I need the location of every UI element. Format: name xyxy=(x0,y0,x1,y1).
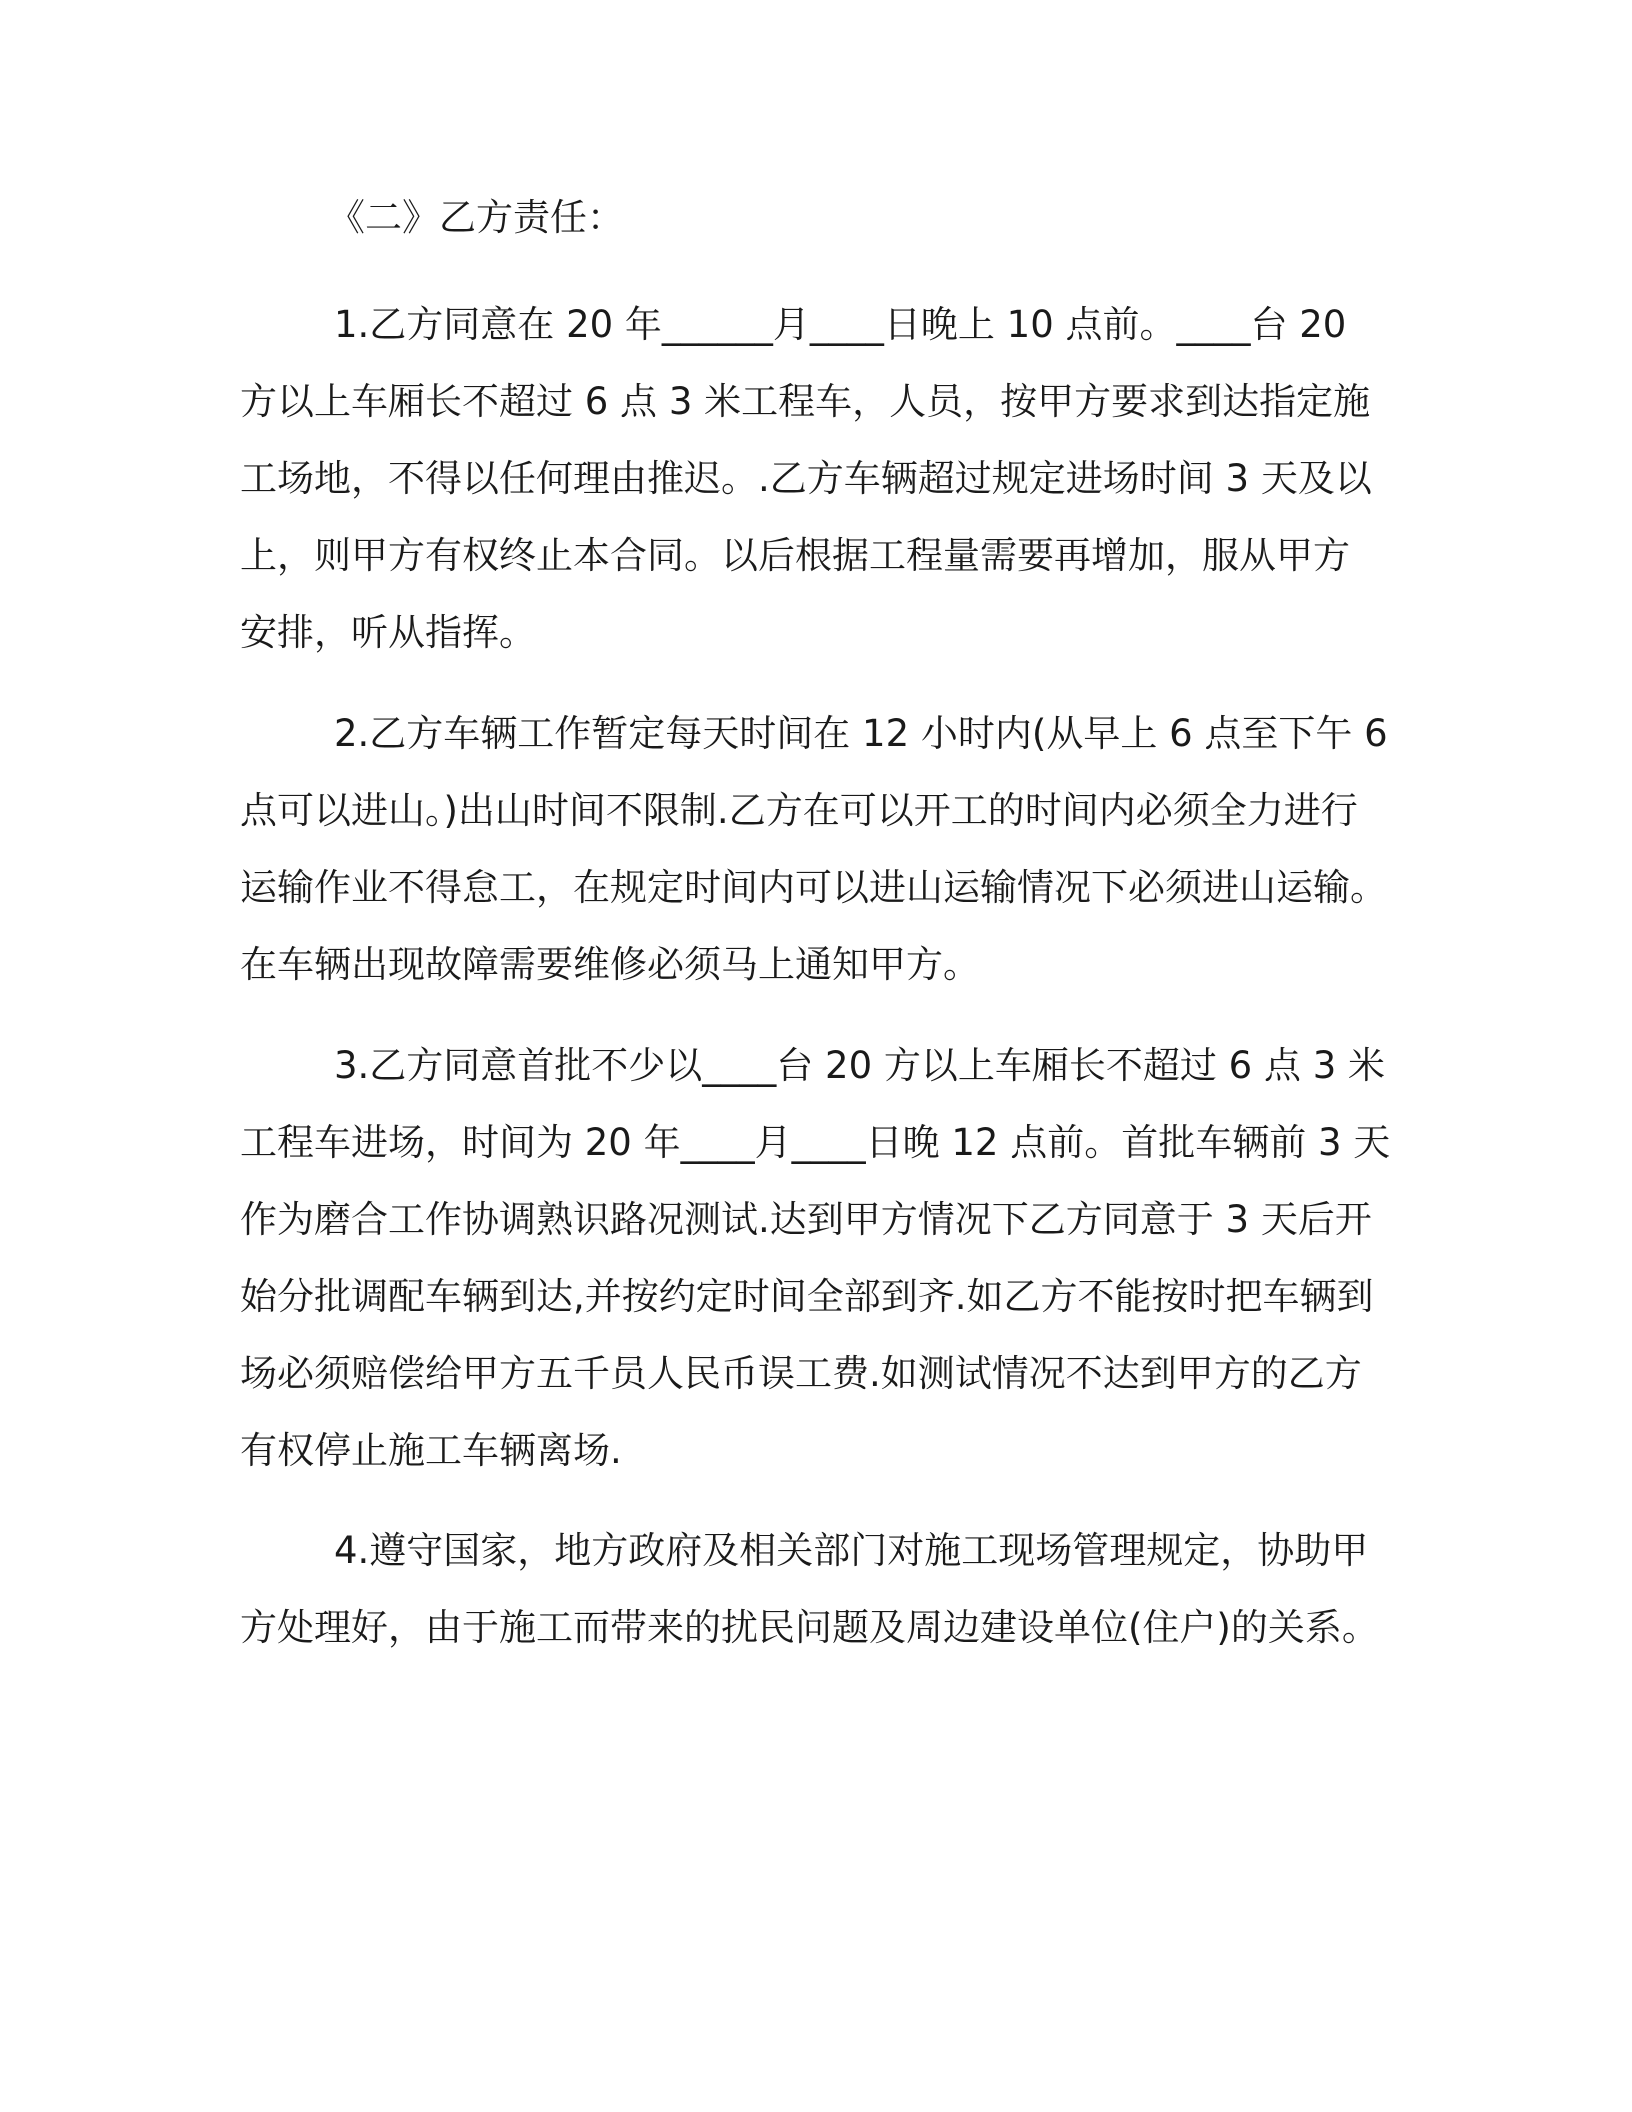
clause-line: 方以上车厢长不超过 6 点 3 米工程车，人员，按甲方要求到达指定施 xyxy=(240,380,1371,423)
clause-line: 有权停止施工车辆离场. xyxy=(240,1429,622,1472)
clause-line: 安排，听从指挥。 xyxy=(240,611,536,654)
clause-3 xyxy=(240,1027,1400,1489)
clause-line: 点可以进山。)出山时间不限制.乙方在可以开工的时间内必须全力进行 xyxy=(240,789,1358,832)
clause-line: 方处理好，由于施工而带来的扰民问题及周边建设单位(住户)的关系。 xyxy=(240,1606,1379,1649)
clause-line: 作为磨合工作协调熟识路况测试.达到甲方情况下乙方同意于 3 天后开 xyxy=(240,1198,1372,1241)
clause-line: 场必须赔偿给甲方五千员人民币误工费.如测试情况不达到甲方的乙方 xyxy=(240,1352,1362,1395)
clause-line: 上，则甲方有权终止本合同。以后根据工程量需要再增加，服从甲方 xyxy=(240,534,1350,577)
clause-line: 1.乙方同意在 20 年______月____日晚上 10 点前。____台 20 xyxy=(334,303,1347,346)
clause-line: 4.遵守国家，地方政府及相关部门对施工现场管理规定，协助甲 xyxy=(334,1529,1369,1572)
section-heading: 《二》乙方责任： xyxy=(328,196,624,239)
clause-line: 2.乙方车辆工作暂定每天时间在 12 小时内(从早上 6 点至下午 6 xyxy=(334,712,1388,755)
clause-line: 运输作业不得怠工，在规定时间内可以进山运输情况下必须进山运输。 xyxy=(240,866,1387,909)
clause-line: 3.乙方同意首批不少以____台 20 方以上车厢长不超过 6 点 3 米 xyxy=(334,1044,1386,1087)
clause-line: 在车辆出现故障需要维修必须马上通知甲方。 xyxy=(240,943,980,986)
clause-line: 工程车进场，时间为 20 年____月____日晚 12 点前。首批车辆前 3 天 xyxy=(240,1121,1391,1164)
clause-4 xyxy=(240,1512,1400,1666)
clause-line: 始分批调配车辆到达,并按约定时间全部到齐.如乙方不能按时把车辆到 xyxy=(240,1275,1374,1318)
clause-line: 工场地，不得以任何理由推迟。.乙方车辆超过规定进场时间 3 天及以 xyxy=(240,457,1372,500)
clause-2 xyxy=(240,695,1400,1003)
clause-1 xyxy=(240,286,1400,671)
